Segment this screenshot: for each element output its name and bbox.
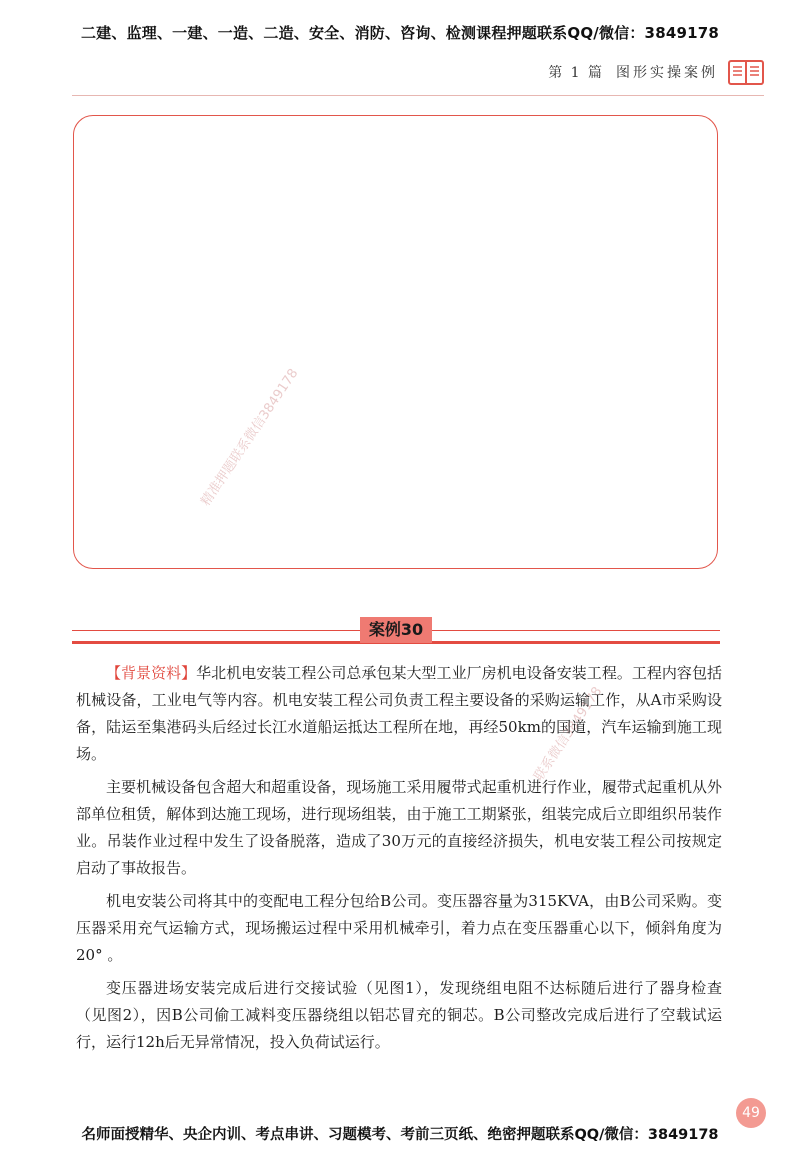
background-label: 【背景资料】 xyxy=(106,664,197,682)
paragraph: 变压器进场安装完成后进行交接试验（见图1），发现绕组电阻不达标随后进行了器身检查（见图2），因B公司偷工减料变压器绕组以铝芯冒充的铜芯。B公司整改完成后进行了空载试运行，运行12h后无异常情况，投入负荷试运行。 xyxy=(76,979,722,1051)
paragraph xyxy=(76,660,722,768)
chapter-part: 第 1 篇 xyxy=(548,65,604,81)
figure-frame xyxy=(73,115,718,569)
watermark: 联系微信3849178 xyxy=(531,684,606,784)
case-title: 案例30 xyxy=(360,617,432,643)
paragraph: 机电安装公司将其中的变配电工程分包给B公司。变压器容量为315KVA，由B公司采购。变压器采用充气运输方式，现场搬运过程中采用机械牵引，着力点在变压器重心以下，倾斜角度为20° 。 xyxy=(76,892,722,964)
paragraph: 主要机械设备包含超大和超重设备，现场施工采用履带式起重机进行作业，履带式起重机从外部单位租赁，解体到达施工现场，进行现场组装，由于施工工期紧张，组装完成后立即组织吊装作业。吊装作业过程中发生了设备脱落，造成了30万元的直接经济损失，机电安装工程公司按规定启动了事故报告。 xyxy=(76,778,722,877)
chapter-header xyxy=(548,58,764,86)
top-banner: 二建、监理、一建、一造、二造、安全、消防、咨询、检测课程押题联系QQ/微信：3849178 xyxy=(80,24,720,42)
paragraph-text: 华北机电安装工程公司总承包某大型工业厂房机电设备安装工程。工程内容包括机械设备，工业电气等内容。机电安装工程公司负责工程主要设备的采购运输工作，从A市采购设备，陆运至集港码头后经过长江水道船运抵达工程所在地，再经50km的国道，汽车运输到施工现场。 xyxy=(76,664,722,763)
page-number: 49 xyxy=(736,1098,766,1128)
bottom-banner: 名师面授精华、央企内训、考点串讲、习题模考、考前三页纸、绝密押题联系QQ/微信：3849178 xyxy=(81,1127,719,1143)
chapter-title: 图形实操案例 xyxy=(616,65,718,81)
case-content xyxy=(76,660,722,1062)
book-icon xyxy=(728,58,764,86)
header-divider xyxy=(72,95,764,96)
watermark: 精准押题联系微信3849178 xyxy=(198,366,302,509)
